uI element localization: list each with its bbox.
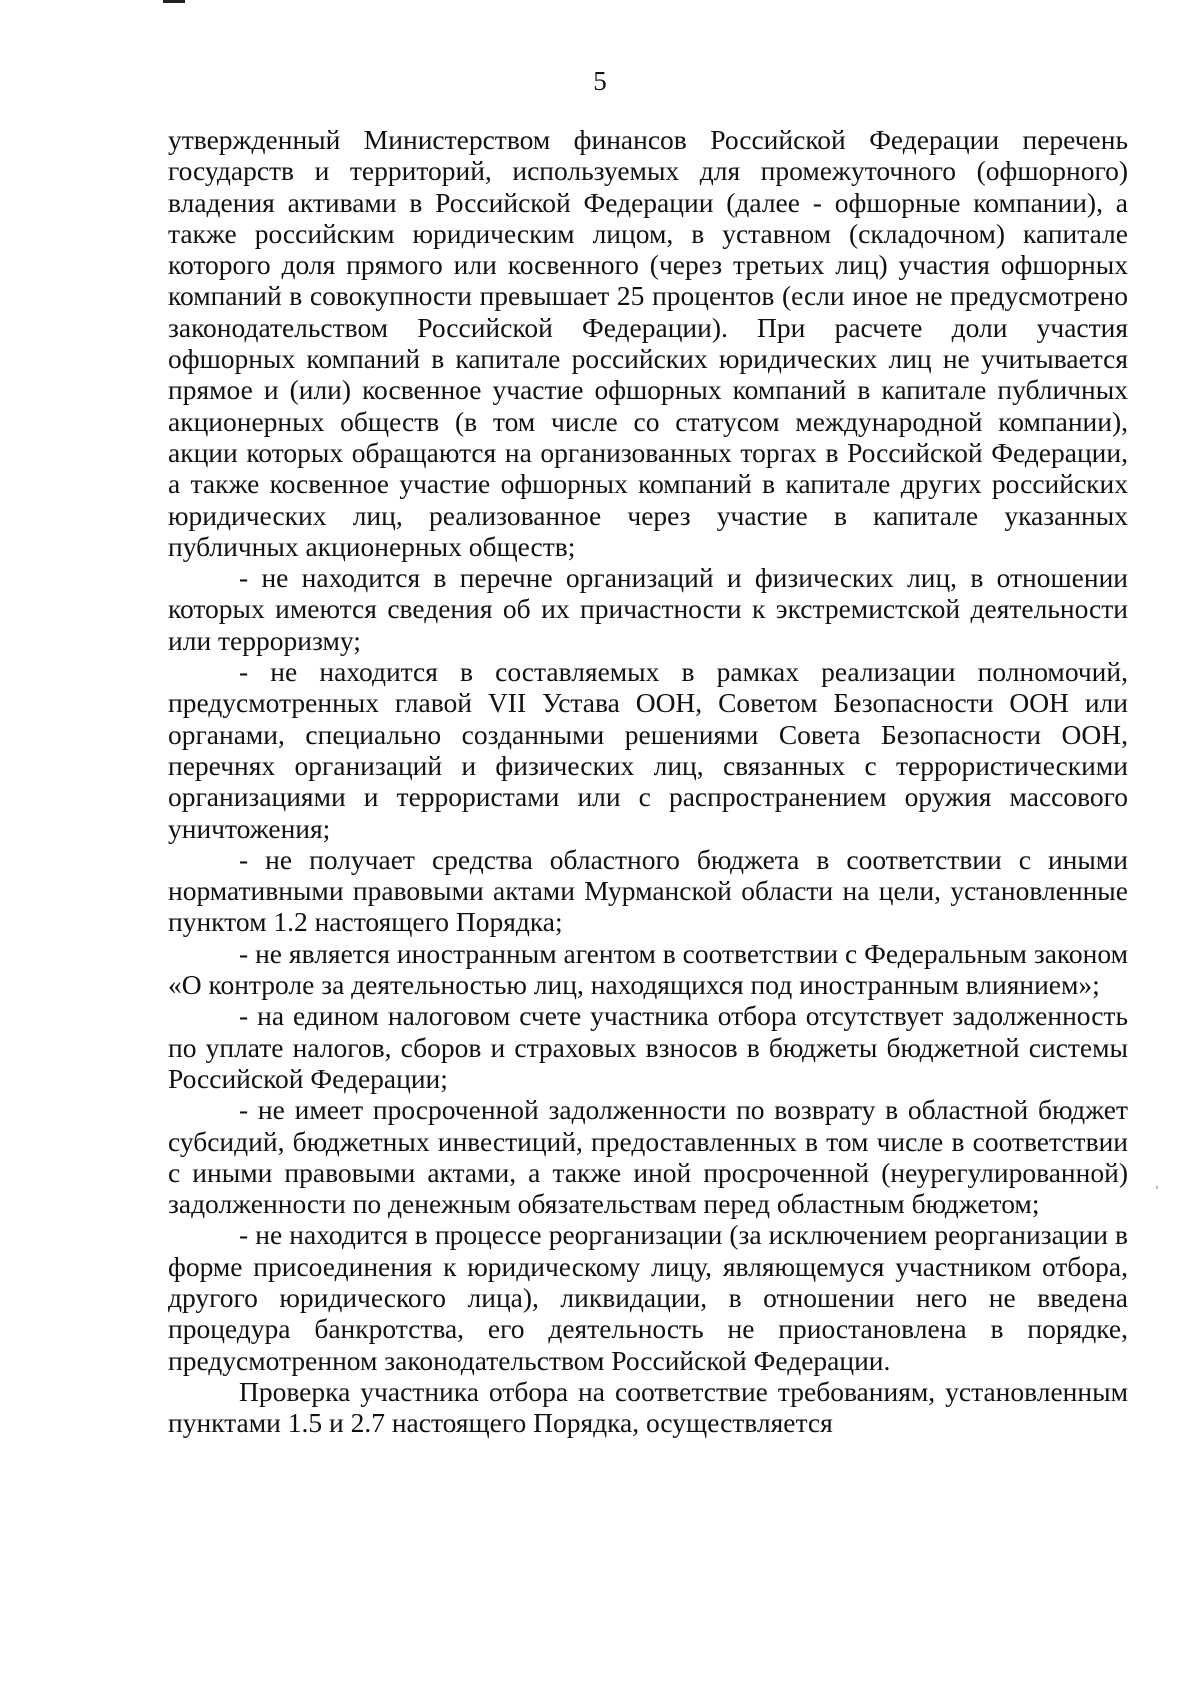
paragraph-tax-debt: - на едином налоговом счете участника отбора отсутствует задолженность по уплате налогов, сборов и страховых взносов в бюджеты бюджетной системы Российской Федерации; xyxy=(168,1000,1128,1094)
scan-corner-mark xyxy=(163,0,185,3)
paragraph-overdue-debt: - не имеет просроченной задолженности по возврату в областной бюджет субсидий, бюджетных инвестиций, предоставленных в том числе в соответствии с иными правовыми актами, а также иной просроченной (неурегулированной) задолженности по денежным обязательствам перед областным бюджетом; xyxy=(168,1094,1128,1220)
paragraph-compliance-check: Проверка участника отбора на соответствие требованиям, установленным пунктами 1.5 и 2.7 настоящего Порядка, осуществляется xyxy=(168,1375,1128,1439)
paragraph-foreign-agent: - не является иностранным агентом в соответствии с Федеральным законом «О контроле за деятельностью лиц, находящихся под иностранным влиянием»; xyxy=(168,937,1128,1001)
scan-side-mark xyxy=(1156,1186,1158,1189)
paragraph-reorganization: - не находится в процессе реорганизации (за исключением реорганизации в форме присоединения к юридическому лицу, являющемуся участником отбора, другого юридического лица), ликвидации, в отношении него не введена процедура банкротства, его деятельность не приостановлена в порядке, предусмотренном законодательством Российской Федерации. xyxy=(168,1219,1128,1376)
paragraph-extremism-list: - не находится в перечне организаций и физических лиц, в отношении которых имеются сведения об их причастности к экстремистской деятельности или терроризму; xyxy=(168,562,1128,656)
page-number: 5 xyxy=(593,66,607,96)
document-body xyxy=(168,124,1128,1438)
paragraph-regional-budget-funds: - не получает средства областного бюджета в соответствии с иными нормативными правовыми актами Мурманской области на цели, установленные пунктом 1.2 настоящего Порядка; xyxy=(168,843,1128,938)
paragraph-un-sanctions-list: - не находится в составляемых в рамках реализации полномочий, предусмотренных главой VII Устава ООН, Советом Безопасности ООН или органами, специально созданными решениями Совета Безопасности ООН, перечнях организаций и физических лиц, связанных с террористическими организациями и террористами или с распространением оружия массового уничтожения; xyxy=(168,656,1128,844)
paragraph-offshore-criteria: утвержденный Министерством финансов Российской Федерации перечень государств и территорий, используемых для промежуточного (офшорного) владения активами в Российской Федерации (далее - офшорные компании), а также российским юридическим лицом, в уставном (складочном) капитале которого доля прямого или косвенного (через третьих лиц) участия офшорных компаний в совокупности превышает 25 процентов (если иное не предусмотрено законодательством Российской Федерации). При расчете доли участия офшорных компаний в капитале российских юридических лиц не учитывается прямое и (или) косвенное участие офшорных компаний в капитале публичных акционерных обществ (в том числе со статусом международной компании), акции которых обращаются на организованных торгах в Российской Федерации, а также косвенное участие офшорных компаний в капитале других российских юридических лиц, реализованное через участие в капитале указанных публичных акционерных обществ; xyxy=(168,124,1128,562)
